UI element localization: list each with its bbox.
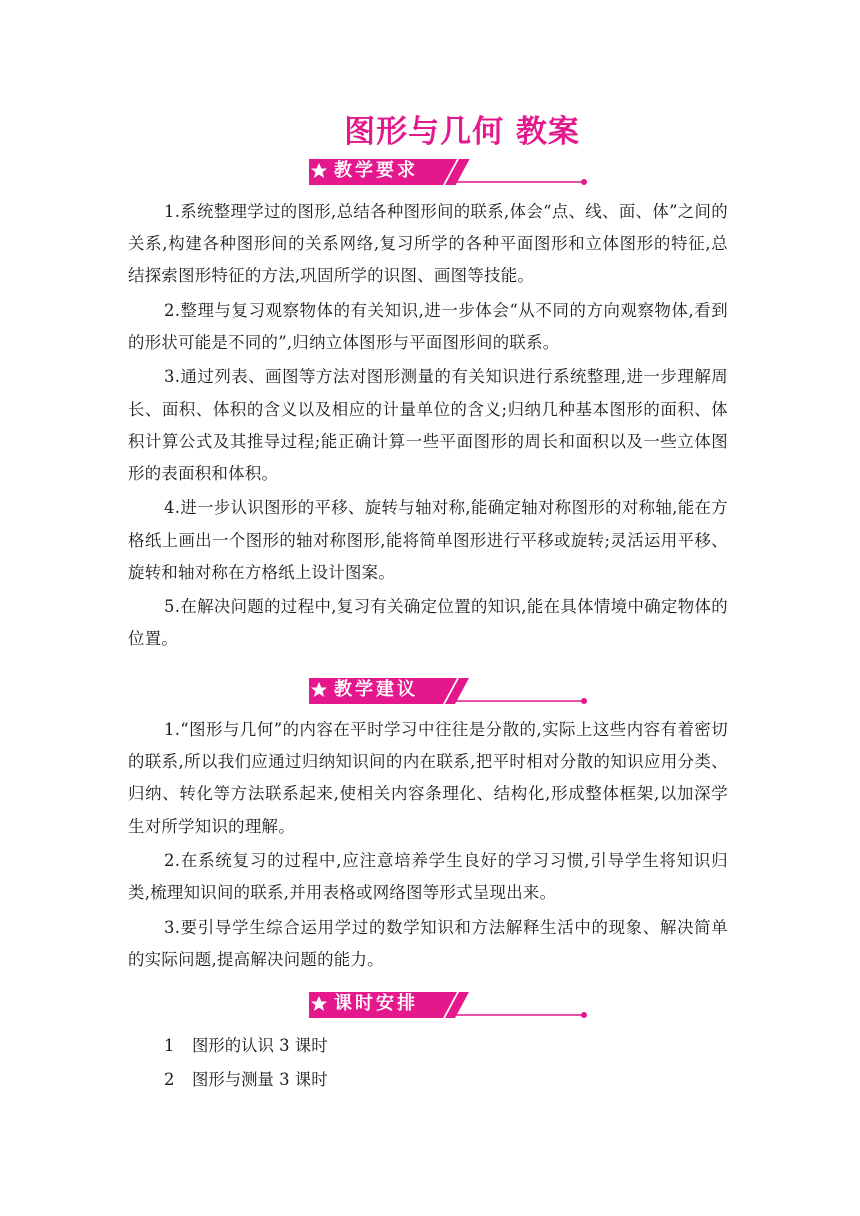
section-heading: 教学要求 — [334, 160, 418, 181]
section-heading: 课时安排 — [334, 993, 418, 1014]
section-heading: 教学建议 — [334, 679, 418, 700]
suggestion-paragraph: 1.“图形与几何”的内容在平时学习中往往是分散的,实际上这些内容有着密切的联系,所以我们应通过归纳知识间的内在联系,把平时相对分散的知识应用分类、归纳、转化等方法联系起来,使相关内容条理化、结构化,形成整体框架,以加深学生对所学知识的理解。 — [128, 720, 728, 836]
suggestion-paragraph: 3.要引导学生综合运用学过的数学知识和方法解释生活中的现象、解决简单的实际问题,提高解决问题的能力。 — [128, 917, 728, 969]
schedule-list — [164, 1029, 564, 1097]
schedule-item — [164, 1029, 564, 1063]
schedule-item-number: 2 — [164, 1070, 175, 1089]
suggestions-body — [128, 714, 728, 978]
schedule-item — [164, 1063, 564, 1097]
requirement-paragraph: 2.整理与复习观察物体的有关知识,进一步体会“从不同的方向观察物体,看到的形状可能是不同的”,归纳立体图形与平面图形间的联系。 — [128, 300, 728, 352]
schedule-item-text: 图形的认识 3 课时 — [192, 1036, 328, 1055]
schedule-item-text: 图形与测量 3 课时 — [192, 1070, 328, 1089]
schedule-item-number: 1 — [164, 1036, 175, 1055]
requirement-paragraph: 5.在解决问题的过程中,复习有关确定位置的知识,能在具体情境中确定物体的位置。 — [128, 597, 728, 649]
requirement-paragraph: 1.系统整理学过的图形,总结各种图形间的联系,体会“点、线、面、体”之间的关系,构建各种图形间的关系网络,复习所学的各种平面图形和立体图形的特征,总结探索图形特征的方法,巩固所学的识图、画图等技能。 — [128, 202, 728, 286]
requirements-body — [128, 196, 728, 658]
requirement-paragraph: 3.通过列表、画图等方法对图形测量的有关知识进行系统整理,进一步理解周长、面积、体积的含义以及相应的计量单位的含义;归纳几种基本图形的面积、体积计算公式及其推导过程;能正确计算一些平面图形的周长和面积以及一些立体图形的表面积和体积。 — [128, 367, 728, 483]
section-header-schedule — [307, 991, 589, 1019]
section-header-suggestions — [307, 677, 589, 705]
suggestion-paragraph: 2.在系统复习的过程中,应注意培养学生良好的学习习惯,引导学生将知识归类,梳理知识间的联系,并用表格或网络图等形式呈现出来。 — [128, 851, 728, 903]
page-title: 图形与几何 教案 — [344, 114, 580, 150]
section-header-requirements — [307, 158, 589, 186]
requirement-paragraph: 4.进一步认识图形的平移、旋转与轴对称,能确定轴对称图形的对称轴,能在方格纸上画出一个图形的轴对称图形,能将简单图形进行平移或旋转;灵活运用平移、旋转和轴对称在方格纸上设计图案。 — [128, 498, 728, 582]
